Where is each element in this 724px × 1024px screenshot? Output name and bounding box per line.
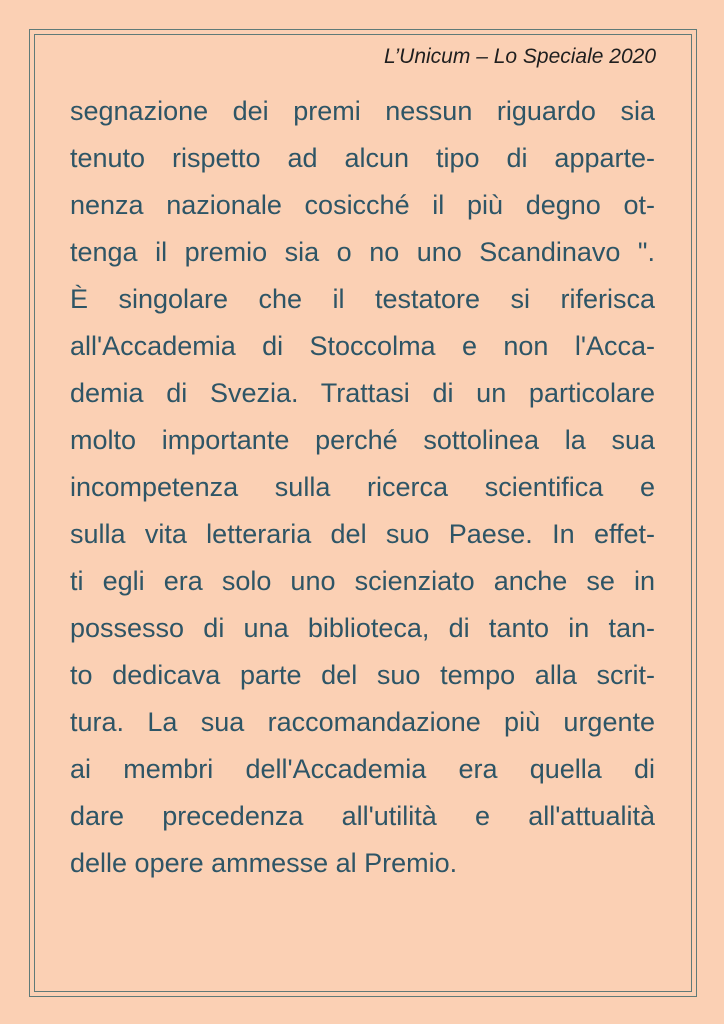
text-line: demia di Svezia. Trattasi di un particolare [70, 378, 655, 408]
text-line: incompetenza sulla ricerca scientifica e [70, 472, 655, 502]
text-line: segnazione dei premi nessun riguardo sia [70, 96, 655, 126]
text-line: sulla vita letteraria del suo Paese. In effet- [70, 519, 655, 549]
text-line: delle opere ammesse al Premio. [70, 848, 458, 878]
text-line: dare precedenza all'utilità e all'attualità [70, 801, 655, 831]
body-text [70, 88, 655, 887]
text-line: ai membri dell'Accademia era quella di [70, 754, 655, 784]
text-line: to dedicava parte del suo tempo alla scrit- [70, 660, 655, 690]
running-header: L’Unicum – Lo Speciale 2020 [383, 45, 656, 68]
text-line: possesso di una biblioteca, di tanto in tan- [70, 613, 655, 643]
text-line: nenza nazionale cosicché il più degno ot- [70, 190, 655, 220]
text-line: tenga il premio sia o no uno Scandinavo ". [70, 237, 655, 267]
text-line: tura. La sua raccomandazione più urgente [70, 707, 655, 737]
text-line: all'Accademia di Stoccolma e non l'Acca- [70, 331, 655, 361]
text-line: molto importante perché sottolinea la sua [70, 425, 655, 455]
text-line: tenuto rispetto ad alcun tipo di apparte- [70, 143, 655, 173]
text-line: È singolare che il testatore si riferisca [70, 284, 655, 314]
text-line: ti egli era solo uno scienziato anche se in [70, 566, 655, 596]
